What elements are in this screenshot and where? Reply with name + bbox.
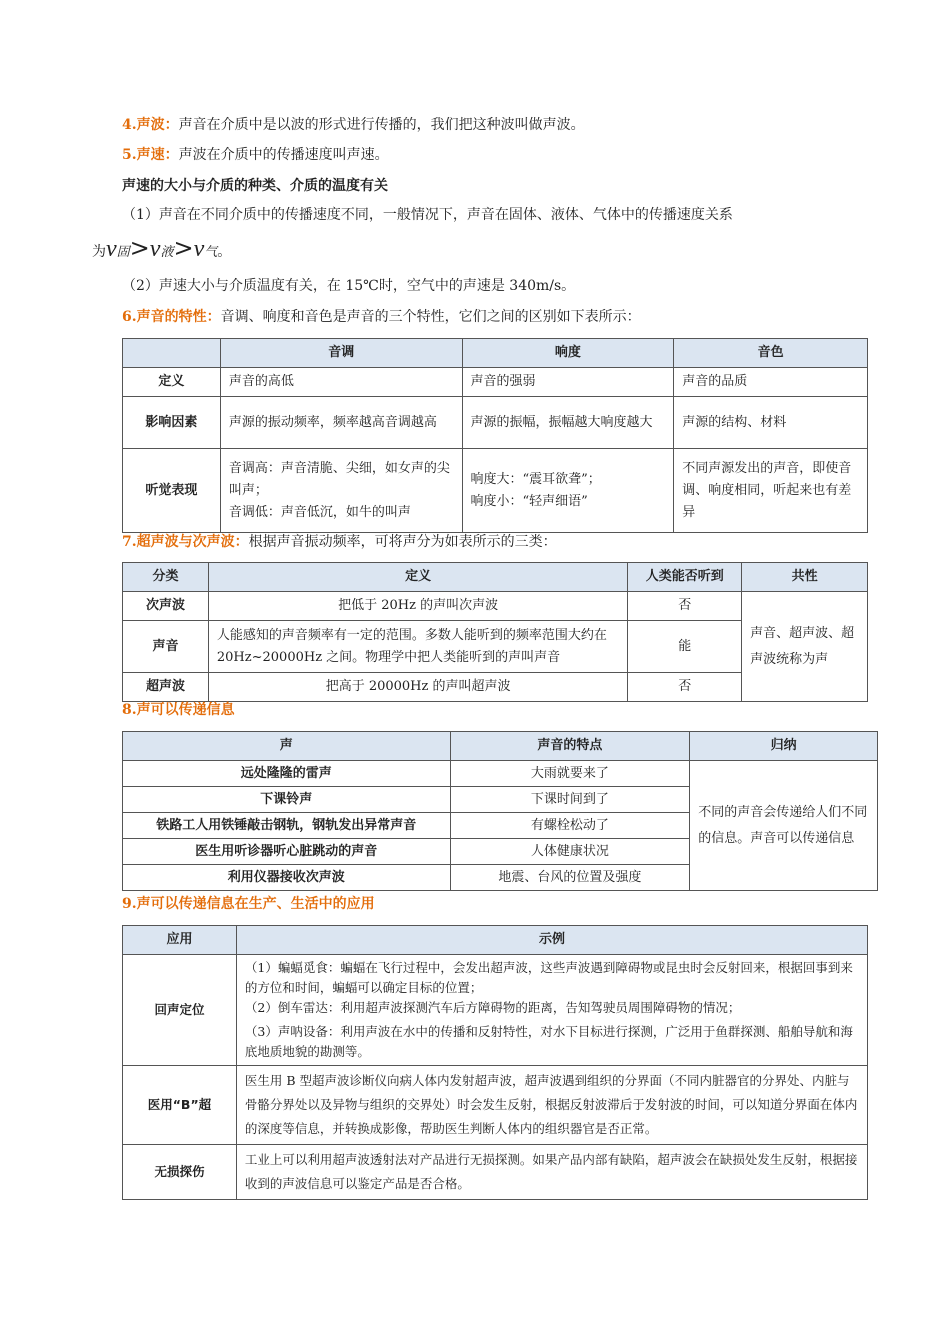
table1-cell-line: 音调低：声音低沉，如牛的叫声 [228, 504, 411, 520]
table2-def: 人能感知的声音频率有一定的范围。多数人能听到的频率范围大约在 20Hz~20000Hz 之间。物理学中把人类能听到的声叫声音 [208, 621, 627, 673]
table4-header: 示例 [236, 926, 867, 955]
sec7-line [122, 532, 557, 552]
table1-cell-line: 音调高：声音清脆、尖细，如女声的尖叫声； [228, 460, 450, 498]
table3-sound: 远处隆隆的雷声 [123, 761, 451, 787]
table1-cell [462, 449, 674, 533]
table3-header: 归纳 [690, 732, 878, 761]
table1-cell: 声音的高低 [220, 368, 462, 397]
sec7-text: 根据声音振动频率，可将声分为如表所示的三类： [248, 534, 557, 550]
table2-row-label: 声音 [123, 621, 209, 673]
table2-row-label: 超声波 [123, 673, 209, 702]
table3-header: 声音的特点 [450, 732, 690, 761]
sec4-line [122, 115, 585, 135]
table1-cell: 声源的振幅，振幅越大响度越大 [462, 397, 674, 449]
table1-header-pitch: 音调 [220, 339, 462, 368]
formula-prefix: 为 [92, 244, 106, 260]
formula-end: 。 [217, 244, 232, 260]
table4-example-line: （2）倒车雷达：利用超声波探测汽车后方障碍物的距离，告知驾驶员周围障碍物的情况； [244, 1000, 741, 1015]
formula-v1: v [106, 236, 117, 262]
properties-table [122, 338, 868, 533]
table1-header-loudness: 响度 [462, 339, 674, 368]
para2: （2）声速大小与介质温度有关，在 15℃时，空气中的声速是 340m/s。 [122, 278, 576, 294]
formula-gt1: > [129, 234, 150, 262]
sec5-text: 声波在介质中的传播速度叫声速。 [178, 147, 389, 163]
sec7-keyword: 7.超声波与次声波： [122, 534, 249, 550]
table3-feature: 下课时间到了 [450, 787, 690, 813]
speed-heading: 声速的大小与介质的种类、介质的温度有关 [122, 178, 388, 194]
sec5-line [122, 145, 389, 165]
sec4-text: 声音在介质中是以波的形式进行传播的，我们把这种波叫做声波。 [178, 117, 585, 133]
table1-cell: 声音的强弱 [462, 368, 674, 397]
table2-def: 把高于 20000Hz 的声叫超声波 [208, 673, 627, 702]
table4-example [236, 955, 867, 1066]
table2-def: 把低于 20Hz 的声叫次声波 [208, 592, 627, 621]
table4-example: 医生用 B 型超声波诊断仪向病人体内发射超声波，超声波遇到组织的分界面（不同内脏器官的分界处、内脏与骨骼分界处以及异物与组织的交界处）时会发生反射，根据反射波滞后于发射波的时间，可以知道分界面在体内的深度等信息，并转换成影像，帮助医生判断人体内的组织器官是否正常。 [236, 1066, 867, 1145]
table2-header: 共性 [742, 563, 868, 592]
application-table [122, 925, 868, 1200]
table2-hear: 能 [628, 621, 742, 673]
table4-example-line: （1）蝙蝠觅食：蝙蝠在飞行过程中，会发出超声波，这些声波遇到障碍物或昆虫时会反射回来，根据回事到来的方位和时间，蝙蝠可以确定目标的位置； [244, 960, 853, 995]
table4-row-label: 回声定位 [123, 955, 237, 1066]
table3-header: 声 [123, 732, 451, 761]
table2-header: 分类 [123, 563, 209, 592]
formula-v2: v [149, 236, 161, 262]
table2-hear: 否 [628, 673, 742, 702]
formula-gt2: > [173, 234, 194, 262]
table3-sound: 医生用听诊器听心脏跳动的声音 [123, 839, 451, 865]
table1-cell-line: 响度小：“轻声细语” [470, 493, 588, 509]
table1-row-label: 听觉表现 [123, 449, 221, 533]
table1-header-timbre: 音色 [674, 339, 868, 368]
table1-header-blank [123, 339, 221, 368]
table3-sound: 下课铃声 [123, 787, 451, 813]
table3-feature: 有螺栓松动了 [450, 813, 690, 839]
table2-hear: 否 [628, 592, 742, 621]
frequency-table [122, 562, 868, 702]
table1-cell: 声音的品质 [674, 368, 868, 397]
table4-header: 应用 [123, 926, 237, 955]
formula-s1: 固 [116, 245, 130, 260]
information-table [122, 731, 878, 891]
para1-line1: （1）声音在不同介质中的传播速度不同，一般情况下，声音在固体、液体、气体中的传播速度关系 [122, 207, 733, 223]
table4-example-line: （3）声呐设备：利用声波在水中的传播和反射特性，对水下目标进行探测，广泛用于鱼群探测、船舶导航和海底地质地貌的勘测等。 [244, 1024, 853, 1059]
table2-common: 声音、超声波、超声波统称为声 [742, 592, 868, 702]
formula-v3: v [193, 236, 205, 262]
table1-cell: 不同声源发出的声音，即使音调、响度相同，听起来也有差异 [674, 449, 868, 533]
table3-summary: 不同的声音会传递给人们不同的信息。声音可以传递信息 [690, 761, 878, 891]
table3-feature: 人体健康状况 [450, 839, 690, 865]
sec4-keyword: 4.声波： [122, 117, 179, 133]
table1-cell: 声源的结构、材料 [674, 397, 868, 449]
table1-row-label: 定义 [123, 368, 221, 397]
sec6-line [122, 307, 641, 327]
table3-feature: 大雨就要来了 [450, 761, 690, 787]
table4-row-label: 医用“B”超 [123, 1066, 237, 1145]
table2-row-label: 次声波 [123, 592, 209, 621]
table3-sound: 铁路工人用铁锤敲击钢轨，钢轨发出异常声音 [123, 813, 451, 839]
sec8-keyword: 8.声可以传递信息 [122, 702, 235, 718]
table1-cell: 声源的振动频率，频率越高音调越高 [220, 397, 462, 449]
sec6-keyword: 6.声音的特性： [122, 309, 221, 325]
table1-row-label: 影响因素 [123, 397, 221, 449]
table1-cell-line: 响度大：“震耳欲聋”； [470, 471, 601, 487]
table2-header: 定义 [208, 563, 627, 592]
formula-s3: 气 [204, 245, 218, 260]
sec9-line [122, 894, 375, 914]
table3-feature: 地震、台风的位置及强度 [450, 865, 690, 891]
sec8-line [122, 700, 235, 720]
sec9-keyword: 9.声可以传递信息在生产、生活中的应用 [122, 896, 375, 912]
formula-s2: 液 [160, 245, 174, 260]
table4-example: 工业上可以利用超声波透射法对产品进行无损探测。如果产品内部有缺陷，超声波会在缺损处发生反射，根据接收到的声波信息可以鉴定产品是否合格。 [236, 1145, 867, 1200]
table2-header: 人类能否听到 [628, 563, 742, 592]
table1-cell [220, 449, 462, 533]
sec5-keyword: 5.声速： [122, 147, 179, 163]
table3-sound: 利用仪器接收次声波 [123, 865, 451, 891]
sec6-text: 音调、响度和音色是声音的三个特性，它们之间的区别如下表所示： [220, 309, 641, 325]
table4-row-label: 无损探伤 [123, 1145, 237, 1200]
speed-formula [92, 234, 231, 263]
